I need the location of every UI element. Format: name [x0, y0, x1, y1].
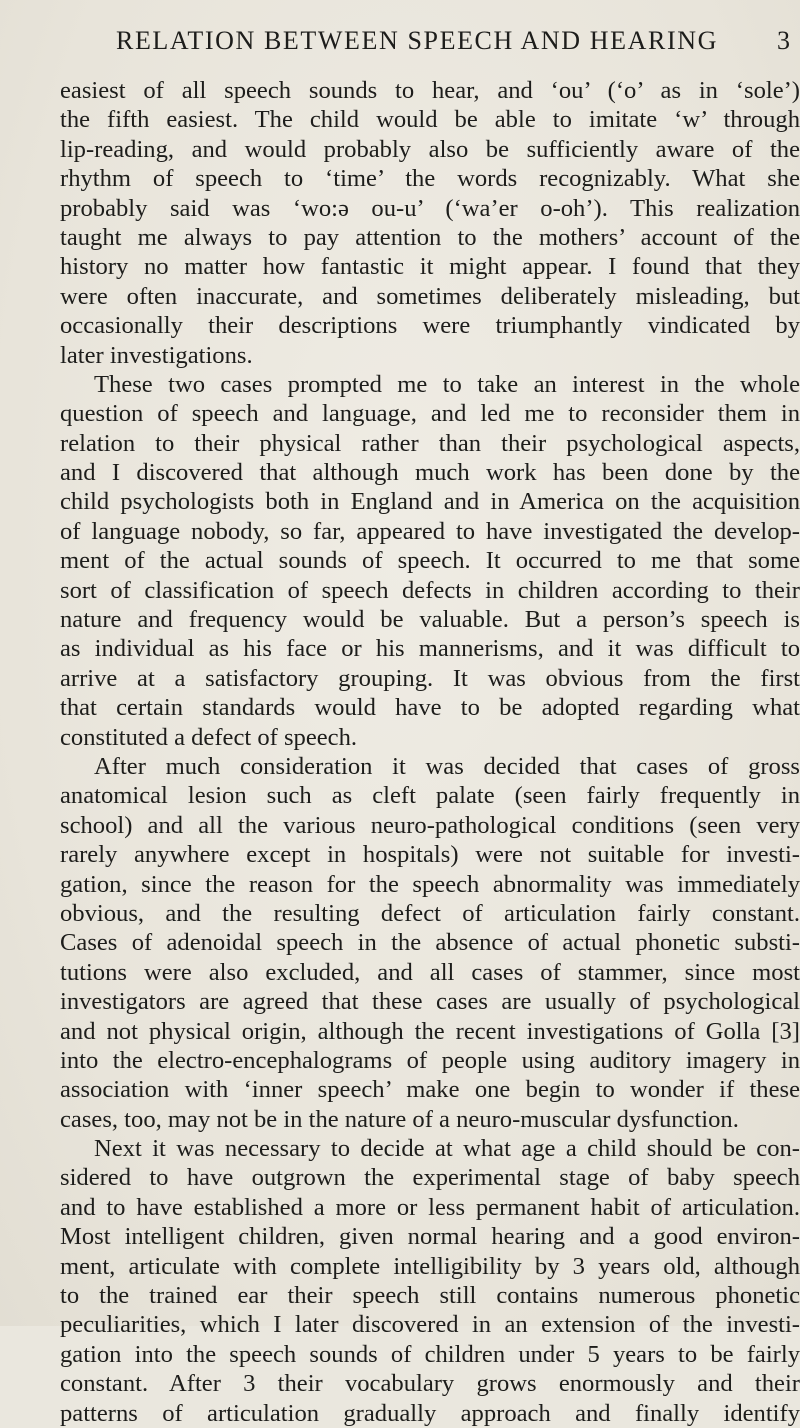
page-number: 3 [777, 26, 790, 55]
paragraph-start-line: After much consideration it was decided that cases of gross [94, 752, 800, 780]
text-line: rhythm of speech to ‘time’ the words recognizably. What she [60, 165, 800, 193]
text-line: easiest of all speech sounds to hear, and ‘ou’ (‘o’ as in ‘sole’) [60, 77, 800, 104]
paragraph-start-line: Next it was necessary to decide at what age a child should be con- [94, 1135, 800, 1163]
text-line: relation to their physical rather than their psychological aspects, [60, 429, 800, 457]
text-line: constant. After 3 their vocabulary grows enormously and their [60, 1370, 800, 1398]
text-line: sort of classification of speech defects in children according to their [60, 576, 800, 604]
text-line: were often inaccurate, and sometimes deliberately misleading, but [60, 282, 800, 310]
text-line: Most intelligent children, given normal hearing and a good environ- [60, 1223, 800, 1251]
text-line: and to have established a more or less permanent habit of articulation. [60, 1193, 800, 1221]
text-line: patterns of articulation gradually approach and finally identify [60, 1399, 800, 1427]
page-header [116, 26, 800, 66]
text-line: child psychologists both in England and in America on the acquisition [60, 488, 800, 516]
text-line: cases, too, may not be in the nature of a neuro-muscular dysfunction. [60, 1105, 739, 1133]
text-line: arrive at a satisfactory grouping. It was obvious from the first [60, 664, 800, 692]
text-line: gation, since the reason for the speech abnormality was immediately [60, 870, 800, 898]
body-text [60, 76, 800, 1428]
text-line: ment, articulate with complete intelligibility by 3 years old, although [60, 1252, 800, 1280]
text-line: gation into the speech sounds of children under 5 years to be fairly [60, 1340, 800, 1368]
text-line: investigators are agreed that these cases are usually of psychological [60, 988, 800, 1016]
text-line: probably said was ‘wo:ə ou-u’ (‘wa’er o-oh’). This realization [60, 194, 800, 222]
text-line: to the trained ear their speech still contains numerous phonetic [60, 1282, 800, 1310]
text-line: the fifth easiest. The child would be able to imitate ‘w’ through [60, 106, 800, 134]
text-line: obvious, and the resulting defect of articulation fairly constant. [60, 899, 800, 927]
running-head: RELATION BETWEEN SPEECH AND HEARING [116, 26, 718, 55]
text-line: ment of the actual sounds of speech. It occurred to me that some [60, 547, 800, 575]
text-line: as individual as his face or his mannerisms, and it was difficult to [60, 635, 800, 663]
text-line: tutions were also excluded, and all cases of stammer, since most [60, 958, 800, 986]
text-line: into the electro-encephalograms of people using auditory imagery in [60, 1046, 800, 1074]
text-line: sidered to have outgrown the experimental stage of baby speech [60, 1164, 800, 1192]
text-line: taught me always to pay attention to the mothers’ account of the [60, 223, 800, 251]
text-line: anatomical lesion such as cleft palate (seen fairly frequently in [60, 782, 800, 810]
text-line: association with ‘inner speech’ make one begin to wonder if these [60, 1076, 800, 1104]
text-line: nature and frequency would be valuable. But a person’s speech is [60, 606, 800, 634]
text-line: later investigations. [60, 341, 253, 369]
paragraph-start-line: These two cases prompted me to take an interest in the whole [94, 370, 800, 398]
text-line: and I discovered that although much work has been done by the [60, 459, 800, 487]
text-line: Cases of adenoidal speech in the absence of actual phonetic substi- [60, 929, 800, 957]
text-line: constituted a defect of speech. [60, 723, 358, 751]
text-line: lip-reading, and would probably also be sufficiently aware of the [60, 135, 800, 163]
text-line: that certain standards would have to be adopted regarding what [60, 694, 800, 722]
text-line: rarely anywhere except in hospitals) were not suitable for investi- [60, 841, 800, 869]
text-line: peculiarities, which I later discovered in an extension of the investi- [60, 1311, 800, 1339]
text-line: school) and all the various neuro-pathological conditions (seen very [60, 811, 800, 839]
text-line: history no matter how fantastic it might appear. I found that they [60, 253, 800, 281]
text-line: occasionally their descriptions were triumphantly vindicated by [60, 312, 800, 340]
text-line: and not physical origin, although the recent investigations of Golla [3] [60, 1017, 800, 1045]
text-line: question of speech and language, and led me to reconsider them in [60, 400, 800, 428]
text-line: of language nobody, so far, appeared to have investigated the develop- [60, 517, 800, 545]
